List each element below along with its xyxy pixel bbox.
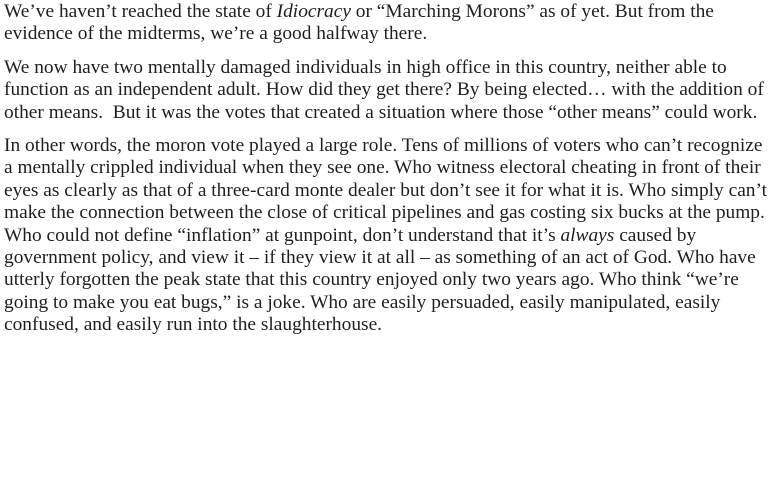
paragraph-2-text: We now have two mentally damaged individuals in high office in this country, neither able to function as an independent adult. How did they get there? By being elected… with the addition of other means. But it was the votes that created a situation where those “other means” could work. xyxy=(4,56,764,123)
idiocracy-title: Idiocracy xyxy=(276,1,351,22)
paragraph-1 xyxy=(4,1,772,46)
paragraph-1-text-a: We’ve haven’t reached the state of xyxy=(4,1,277,22)
paragraph-3 xyxy=(4,135,772,337)
paragraph-2 xyxy=(4,57,772,124)
emphasis-always: always xyxy=(560,224,615,246)
paragraph-3-text-b: caused by government policy, and view it – if they view it at all – as something of an act of God. Who have utterly forgotten the peak state that this country enjoyed only two years ago. Who think “we’re going to make you eat bugs,” is a joke. Who are easily persuaded, easily manipulated, easily confused, and easily run into the slaughterhouse. xyxy=(4,224,756,336)
paragraph-3-text-a: In other words, the moron vote played a large role. Tens of millions of voters who can’t recognize a mentally crippled individual when they see one. Who witness electoral cheating in front of their eyes as clearly as that of a three-card monte dealer but don’t see it for what it is. Who simply can’t make the connection between the close of critical pipelines and gas costing six bucks at the pump. Who could not define “inflation” at gunpoint, don’t understand that it’s xyxy=(4,135,767,246)
paragraph-1-text-b: or “Marching Morons” as of yet. But from the evidence of the midterms, we’re a good halfway there. xyxy=(4,1,714,45)
